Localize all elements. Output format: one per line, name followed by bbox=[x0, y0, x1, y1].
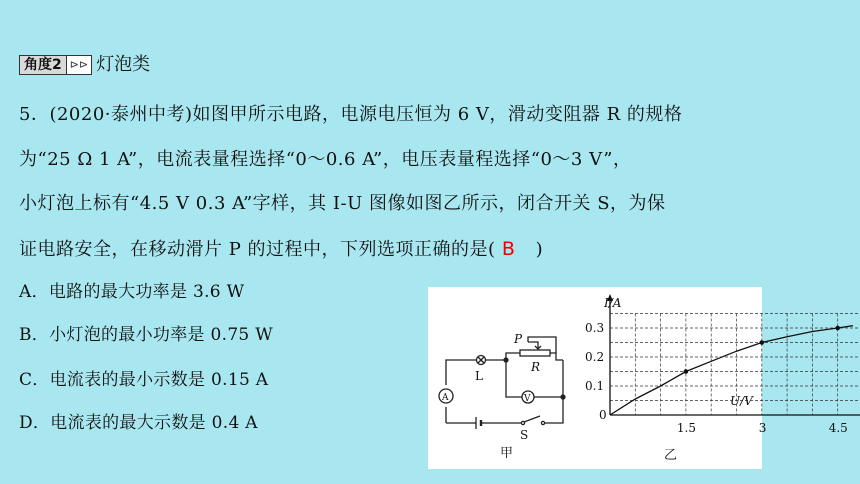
x-tick-label: 1.5 bbox=[676, 421, 696, 435]
question-line-4-text: 证电路安全，在移动滑片 P 的过程中，下列选项正确的是( bbox=[19, 239, 496, 260]
section-title: 灯泡类 bbox=[96, 54, 151, 75]
label-v: V bbox=[524, 394, 531, 404]
label-a: A bbox=[442, 393, 449, 403]
x-axis-label: U/V bbox=[730, 394, 753, 408]
data-point bbox=[684, 369, 689, 374]
x-tick-label: 4.5 bbox=[828, 421, 848, 435]
origin-label: 0 bbox=[599, 408, 607, 422]
wire-right bbox=[548, 360, 563, 423]
question-line-4 bbox=[19, 238, 543, 261]
section-tag-label: 角度2 bbox=[20, 56, 67, 74]
question-line-3: 小灯泡上标有“4.5 V 0.3 A”字样，其 I-U 图像如图乙所示，闭合开关 S，为保 bbox=[19, 193, 666, 214]
wire-top-left bbox=[446, 360, 477, 367]
option-a: A．电路的最大功率是 3.6 W bbox=[19, 282, 245, 302]
y-tick-label: 0.1 bbox=[585, 379, 605, 393]
iu-graph bbox=[585, 294, 860, 435]
label-s: S bbox=[520, 428, 529, 442]
wire-rheostat-right bbox=[550, 353, 563, 360]
figure-svg bbox=[428, 287, 848, 469]
section-heading bbox=[19, 54, 150, 76]
y-tick-label: 0.2 bbox=[585, 350, 605, 364]
question-line-2: 为“25 Ω 1 A”，电流表量程选择“0～0.6 A”，电压表量程选择“0～3 V”， bbox=[19, 149, 632, 170]
option-c: C．电流表的最小示数是 0.15 A bbox=[19, 370, 269, 390]
y-axis-label: I/A bbox=[604, 296, 622, 310]
data-point bbox=[835, 326, 840, 331]
y-tick-label: 0.3 bbox=[585, 321, 605, 335]
wire-voltmeter-branch bbox=[506, 360, 522, 397]
label-r: R bbox=[531, 360, 541, 374]
double-arrow-icon: ⊳⊳ bbox=[69, 58, 89, 71]
rheostat bbox=[520, 350, 550, 356]
label-p: P bbox=[514, 332, 523, 346]
figure-panel bbox=[428, 287, 848, 469]
caption-jia: 甲 bbox=[500, 446, 514, 461]
section-tag bbox=[19, 55, 92, 75]
x-tick-label: 3 bbox=[758, 421, 767, 435]
option-b: B．小灯泡的最小功率是 0.75 W bbox=[19, 325, 274, 345]
circuit-diagram bbox=[439, 337, 565, 429]
answer-mark: B bbox=[501, 238, 516, 260]
question-line-4-close: ) bbox=[535, 239, 544, 260]
label-l: L bbox=[475, 369, 483, 383]
option-d: D．电流表的最大示数是 0.4 A bbox=[19, 413, 258, 433]
caption-yi: 乙 bbox=[664, 448, 678, 463]
data-point bbox=[760, 340, 765, 345]
question-line-1: 5．(2020·泰州中考)如图甲所示电路，电源电压恒为 6 V，滑动变阻器 R 的规格 bbox=[19, 104, 683, 125]
switch-blade bbox=[524, 416, 540, 422]
